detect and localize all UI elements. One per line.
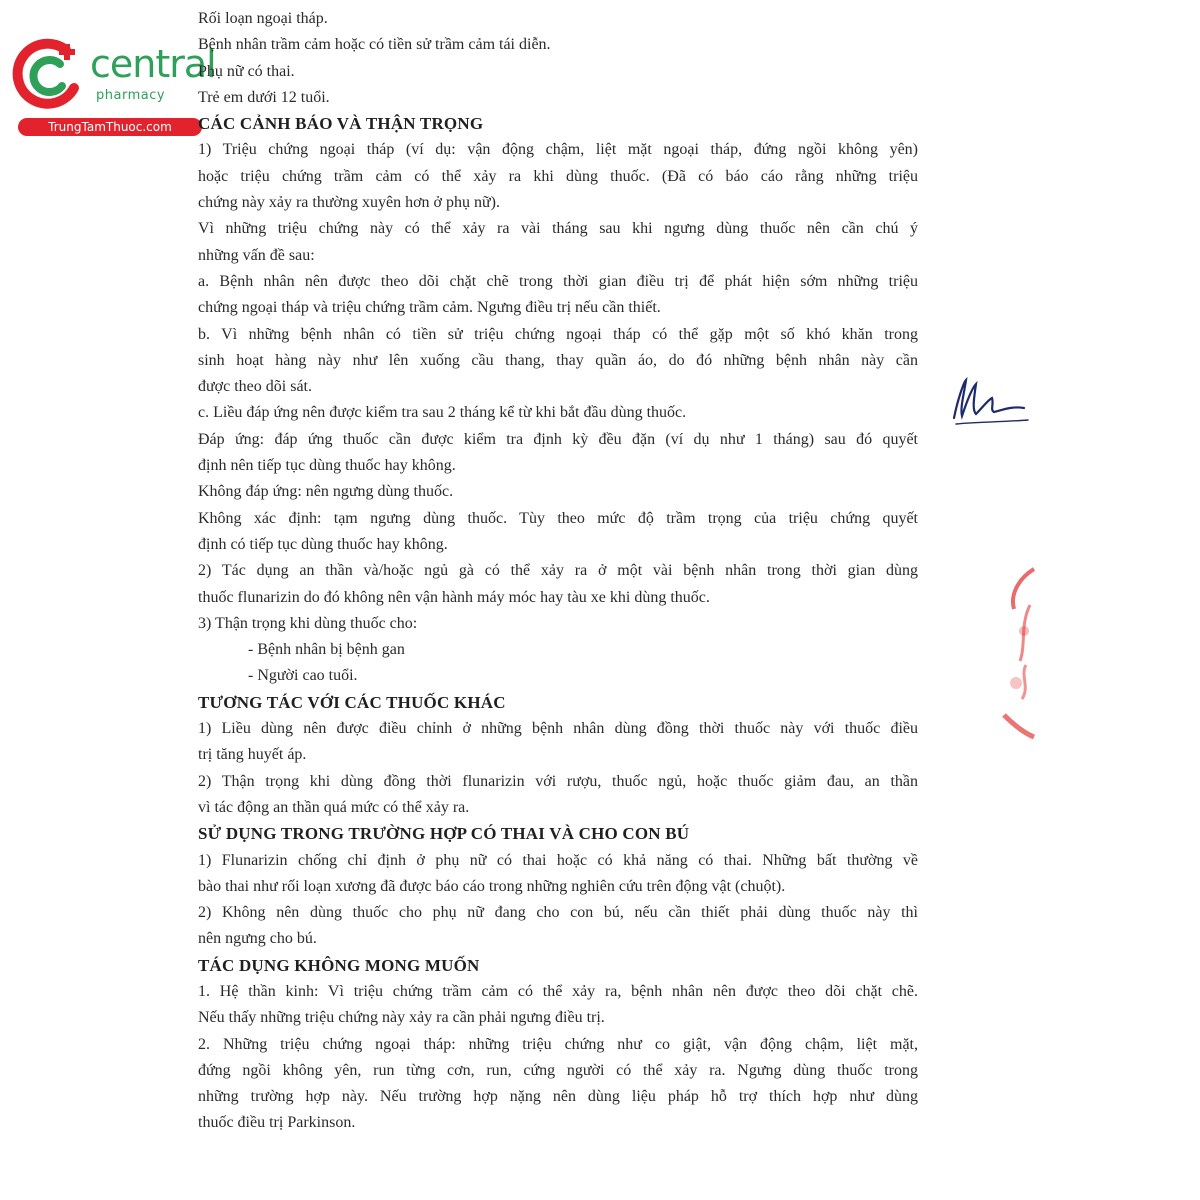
text-line: 1) Flunarizin chống chỉ định ở phụ nữ có thai hoặc có khả năng có thai. Những bất thường về	[198, 851, 918, 869]
text-line: 3) Thận trọng khi dùng thuốc cho:	[198, 614, 418, 632]
text-line: Phụ nữ có thai.	[198, 62, 295, 80]
text-line: 1) Liều dùng nên được điều chỉnh ở những bệnh nhân dùng đồng thời thuốc này với thuốc điều	[198, 720, 918, 738]
list-item: - Bệnh nhân bị bệnh gan	[248, 641, 405, 659]
text-line: Rối loạn ngoại tháp.	[198, 10, 328, 27]
text-line: 2. Những triệu chứng ngoại tháp: những triệu chứng như co giật, vận động chậm, liệt mặt,	[198, 1035, 918, 1053]
text-line: bào thai như rối loạn xương đã được báo cáo trong những nghiên cứu trên động vật (chuột).	[198, 877, 786, 895]
list-item: - Người cao tuổi.	[248, 667, 358, 685]
logo-subtitle: pharmacy	[96, 88, 166, 103]
pharmacy-cross-icon	[8, 36, 88, 116]
text-line: Đáp ứng: đáp ứng thuốc cần được kiểm tra định kỳ đều đặn (ví dụ như 1 tháng) sau đó quyết	[198, 430, 918, 448]
section-heading-interactions: TƯƠNG TÁC VỚI CÁC THUỐC KHÁC	[198, 692, 506, 712]
section-heading-pregnancy: SỬ DỤNG TRONG TRƯỜNG HỢP CÓ THAI VÀ CHO CON BÚ	[198, 824, 690, 844]
document-page	[198, 6, 918, 1137]
text-line: những trường hợp này. Nếu trường hợp nặng nên dùng liệu pháp hỗ trợ thích hợp như dùng	[198, 1088, 918, 1106]
text-line: Không xác định: tạm ngưng dùng thuốc. Tùy theo mức độ trầm trọng của triệu chứng quyết	[198, 509, 918, 527]
text-line: vì tác động an thần quá mức có thể xảy ra.	[198, 798, 470, 816]
text-line: chứng ngoại tháp và triệu chứng trầm cảm. Ngưng điều trị nếu cần thiết.	[198, 299, 661, 317]
text-line: 2) Không nên dùng thuốc cho phụ nữ đang cho con bú, nếu cần thiết phải dùng thuốc này thì	[198, 904, 918, 922]
text-line: nên ngưng cho bú.	[198, 930, 317, 948]
text-line: đứng ngồi không yên, run từng cơn, run, cứng người có thể xảy ra. Ngưng dùng thuốc trong	[198, 1061, 918, 1079]
text-line: những vấn đề sau:	[198, 246, 315, 264]
text-line: thuốc flunarizin do đó không nên vận hành máy móc hay tàu xe khi dùng thuốc.	[198, 588, 710, 606]
section-heading-warnings: CÁC CẢNH BÁO VÀ THẬN TRỌNG	[198, 114, 484, 134]
text-line: 2) Tác dụng an thần và/hoặc ngủ gà có thể xảy ra ở một vài bệnh nhân trong thời gian dùng	[198, 562, 918, 580]
logo-brand: central	[90, 42, 216, 86]
text-line: hoặc triệu chứng trầm cảm có thể xảy ra khi dùng thuốc. (Đã có báo cáo rằng những triệu	[198, 167, 918, 185]
text-line: thuốc điều trị Parkinson.	[198, 1114, 356, 1132]
text-line: Bệnh nhân trầm cảm hoặc có tiền sử trầm cảm tái diễn.	[198, 36, 551, 54]
central-pharmacy-logo	[8, 36, 216, 136]
text-line: a. Bệnh nhân nên được theo dõi chặt chẽ trong thời gian điều trị để phát hiện sớm những triệu	[198, 272, 918, 290]
text-line: chứng này xảy ra thường xuyên hơn ở phụ nữ).	[198, 194, 501, 212]
text-line: Nếu thấy những triệu chứng này xảy ra cần phải ngưng điều trị.	[198, 1009, 605, 1027]
signature-icon	[942, 368, 1032, 428]
text-line: Trẻ em dưới 12 tuổi.	[198, 88, 330, 106]
text-line: định nên tiếp tục dùng thuốc hay không.	[198, 457, 456, 475]
text-line: 1) Triệu chứng ngoại tháp (ví dụ: vận động chậm, liệt mặt ngoại tháp, đứng ngồi không yên)	[198, 141, 918, 159]
red-stamp-icon	[1000, 565, 1036, 755]
text-line: b. Vì những bệnh nhân có tiền sử triệu chứng ngoại tháp có thể gặp một số khó khăn trong	[198, 325, 918, 343]
text-line: được theo dõi sát.	[198, 378, 312, 396]
section-heading-side-effects: TÁC DỤNG KHÔNG MONG MUỐN	[198, 955, 480, 975]
text-line: Vì những triệu chứng này có thể xảy ra vài tháng sau khi ngưng dùng thuốc nên cần chú ý	[198, 220, 918, 238]
text-line: trị tăng huyết áp.	[198, 746, 307, 764]
text-line: 2) Thận trọng khi dùng đồng thời flunarizin với rượu, thuốc ngủ, hoặc thuốc giảm đau, an thần	[198, 772, 918, 790]
logo-site-link: TrungTamThuoc.com	[18, 118, 202, 136]
text-line: 1. Hệ thần kinh: Vì triệu chứng trầm cảm có thể xảy ra, bệnh nhân nên được theo dõi chặt chẽ.	[198, 982, 918, 1000]
text-line: Không đáp ứng: nên ngưng dùng thuốc.	[198, 483, 454, 501]
text-line: c. Liều đáp ứng nên được kiểm tra sau 2 tháng kể từ khi bắt đầu dùng thuốc.	[198, 404, 687, 422]
text-line: sinh hoạt hàng này như lên xuống cầu thang, thay quần áo, do đó những bệnh nhân này cần	[198, 351, 918, 369]
text-line: định có tiếp tục dùng thuốc hay không.	[198, 535, 448, 553]
